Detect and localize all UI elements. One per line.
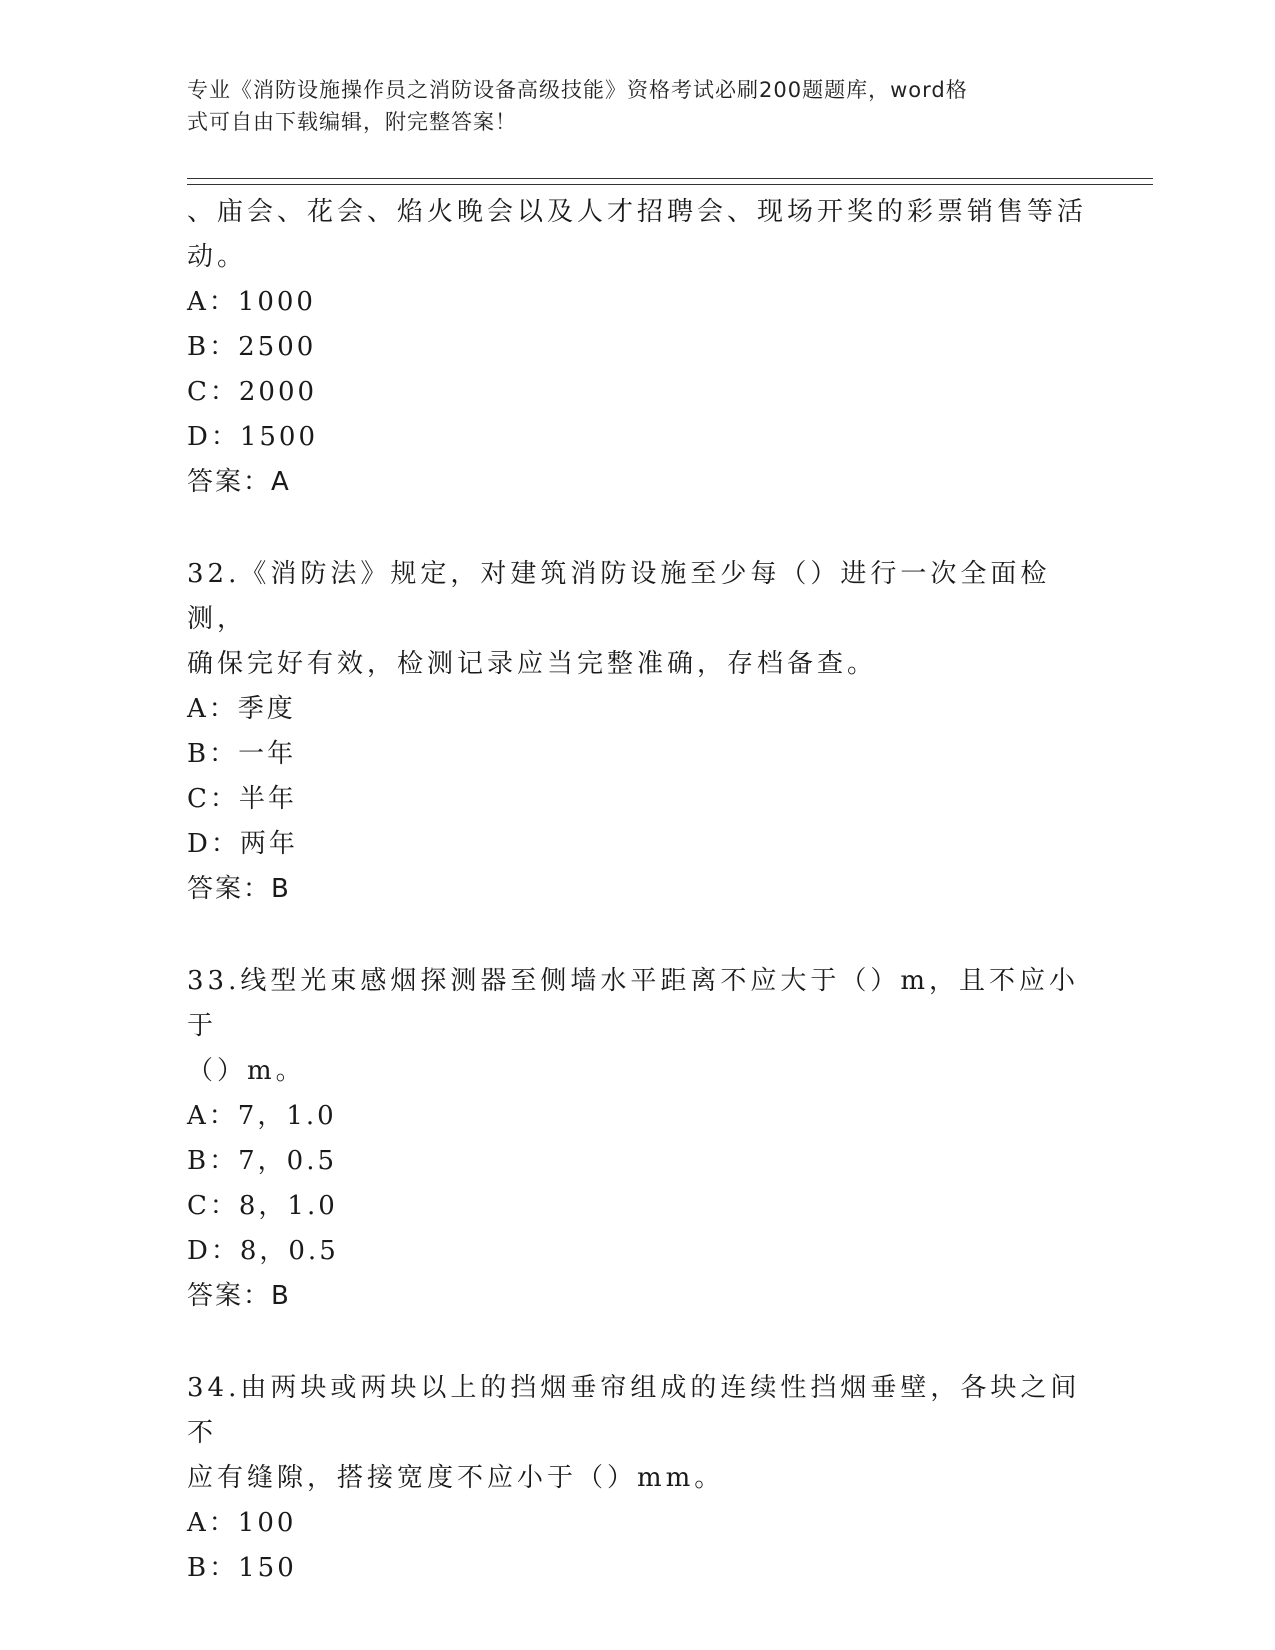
- option-c: C：半年: [187, 784, 297, 814]
- question-31: [187, 190, 1087, 505]
- question-32: [187, 552, 1087, 912]
- option-a: A：7，1.0: [187, 1101, 337, 1131]
- document-header: [187, 74, 1067, 138]
- header-line-1: 专业《消防设施操作员之消防设备高级技能》资格考试必刷200题题库，word格: [187, 78, 968, 102]
- question-text-line: 、庙会、花会、焰火晚会以及人才招聘会、现场开奖的彩票销售等活: [187, 197, 1088, 227]
- option-b: B：150: [187, 1553, 297, 1583]
- header-divider-top: [187, 178, 1153, 179]
- question-33: [187, 959, 1087, 1319]
- question-text-line: 33.线型光束感烟探测器至侧墙水平距离不应大于（）m，且不应小于: [187, 966, 1080, 1041]
- answer: 答案：A: [187, 467, 291, 497]
- question-list: [187, 190, 1087, 1591]
- question-text-line: （）m。: [187, 1056, 306, 1086]
- option-c: C：8，1.0: [187, 1191, 338, 1221]
- question-text-line: 动。: [187, 242, 248, 272]
- option-b: B：一年: [187, 739, 297, 769]
- option-d: D：1500: [187, 422, 319, 452]
- option-a: A：100: [187, 1508, 297, 1538]
- option-d: D：两年: [187, 829, 298, 859]
- question-text-line: 应有缝隙，搭接宽度不应小于（）mm。: [187, 1463, 725, 1493]
- option-a: A：1000: [187, 287, 316, 317]
- option-d: D：8，0.5: [187, 1236, 339, 1266]
- option-b: B：7，0.5: [187, 1146, 337, 1176]
- question-text-line: 34.由两块或两块以上的挡烟垂帘组成的连续性挡烟垂壁，各块之间不: [187, 1373, 1081, 1448]
- question-34: [187, 1366, 1087, 1591]
- question-text-line: 确保完好有效，检测记录应当完整准确，存档备查。: [187, 649, 878, 679]
- answer: 答案：B: [187, 1281, 291, 1311]
- answer: 答案：B: [187, 874, 291, 904]
- header-line-2: 式可自由下载编辑，附完整答案！: [187, 110, 517, 134]
- option-c: C：2000: [187, 377, 318, 407]
- option-a: A：季度: [187, 694, 296, 724]
- option-b: B：2500: [187, 332, 317, 362]
- question-text-line: 32.《消防法》规定，对建筑消防设施至少每（）进行一次全面检测，: [187, 559, 1051, 634]
- header-divider-bottom: [187, 184, 1153, 185]
